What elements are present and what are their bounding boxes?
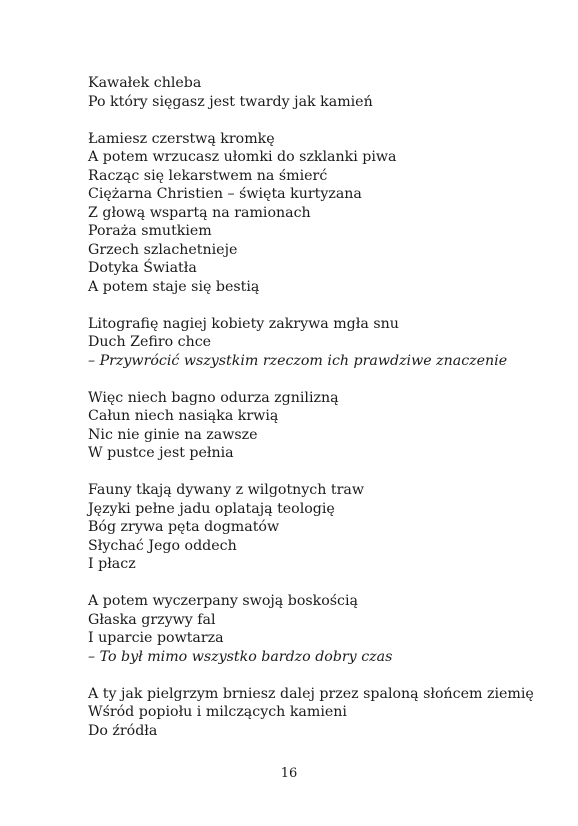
stanza: [88, 592, 548, 666]
poem-line: A potem wyczerpany swoją boskością: [88, 593, 358, 609]
poem-line: Kawałek chleba: [88, 75, 202, 91]
poem-line: Łamiesz czerstwą kromkę: [88, 130, 275, 147]
poem-line: Bóg zrywa pęta dogmatów: [88, 519, 280, 535]
stanza: [88, 389, 548, 463]
stanza: [88, 481, 548, 574]
page-number: 16: [280, 766, 298, 781]
poem-line: Grzech szlachetnieje: [88, 241, 238, 258]
poem-line: Języki pełne jadu oplatają teologię: [88, 500, 335, 517]
poem-line: A potem wrzucasz ułomki do szklanki piwa: [88, 149, 397, 165]
poem-line: Głaska grzywy fal: [88, 611, 216, 628]
poem-line: – To był mimo wszystko bardzo dobry czas: [88, 648, 393, 665]
poem-line: Poraża smutkiem: [88, 223, 212, 239]
poem-line: – Przywrócić wszystkim rzeczom ich prawdziwe znaczenie: [88, 352, 508, 369]
poem-line: A potem staje się bestią: [88, 278, 260, 295]
poem-line: I płacz: [88, 556, 136, 572]
stanza: [88, 315, 548, 371]
poem-line: Nic nie ginie na zawsze: [88, 426, 258, 443]
poem-line: A ty jak pielgrzym brniesz dalej przez spaloną słońcem ziemię: [88, 685, 534, 702]
stanza: [88, 74, 548, 111]
stanza: [88, 130, 548, 297]
poem-line: Fauny tkają dywany z wilgotnych traw: [88, 482, 364, 498]
poem-line: Słychać Jego oddech: [88, 537, 237, 554]
poem-body: [88, 74, 548, 740]
poem-line: I uparcie powtarza: [88, 630, 224, 646]
poem-line: Litografię nagiej kobiety zakrywa mgła snu: [88, 315, 399, 332]
poem-line: Dotyka Światła: [88, 260, 197, 276]
poem-line: Ciężarna Christien – święta kurtyzana: [88, 186, 362, 202]
poem-line: Racząc się lekarstwem na śmierć: [88, 167, 328, 184]
poem-line: Duch Zefiro chce: [88, 334, 212, 350]
poem-line: Do źródła: [88, 722, 158, 739]
stanza: [88, 685, 548, 741]
poem-line: Po który sięgasz jest twardy jak kamień: [88, 93, 373, 110]
poem-line: Całun niech nasiąka krwią: [88, 408, 279, 424]
poem-line: W pustce jest pełnia: [88, 445, 234, 461]
poem-line: Wśród popiołu i milczących kamieni: [88, 704, 347, 720]
poem-line: Z głową wspartą na ramionach: [88, 204, 311, 221]
poem-line: Więc niech bagno odurza zgnilizną: [88, 389, 339, 406]
